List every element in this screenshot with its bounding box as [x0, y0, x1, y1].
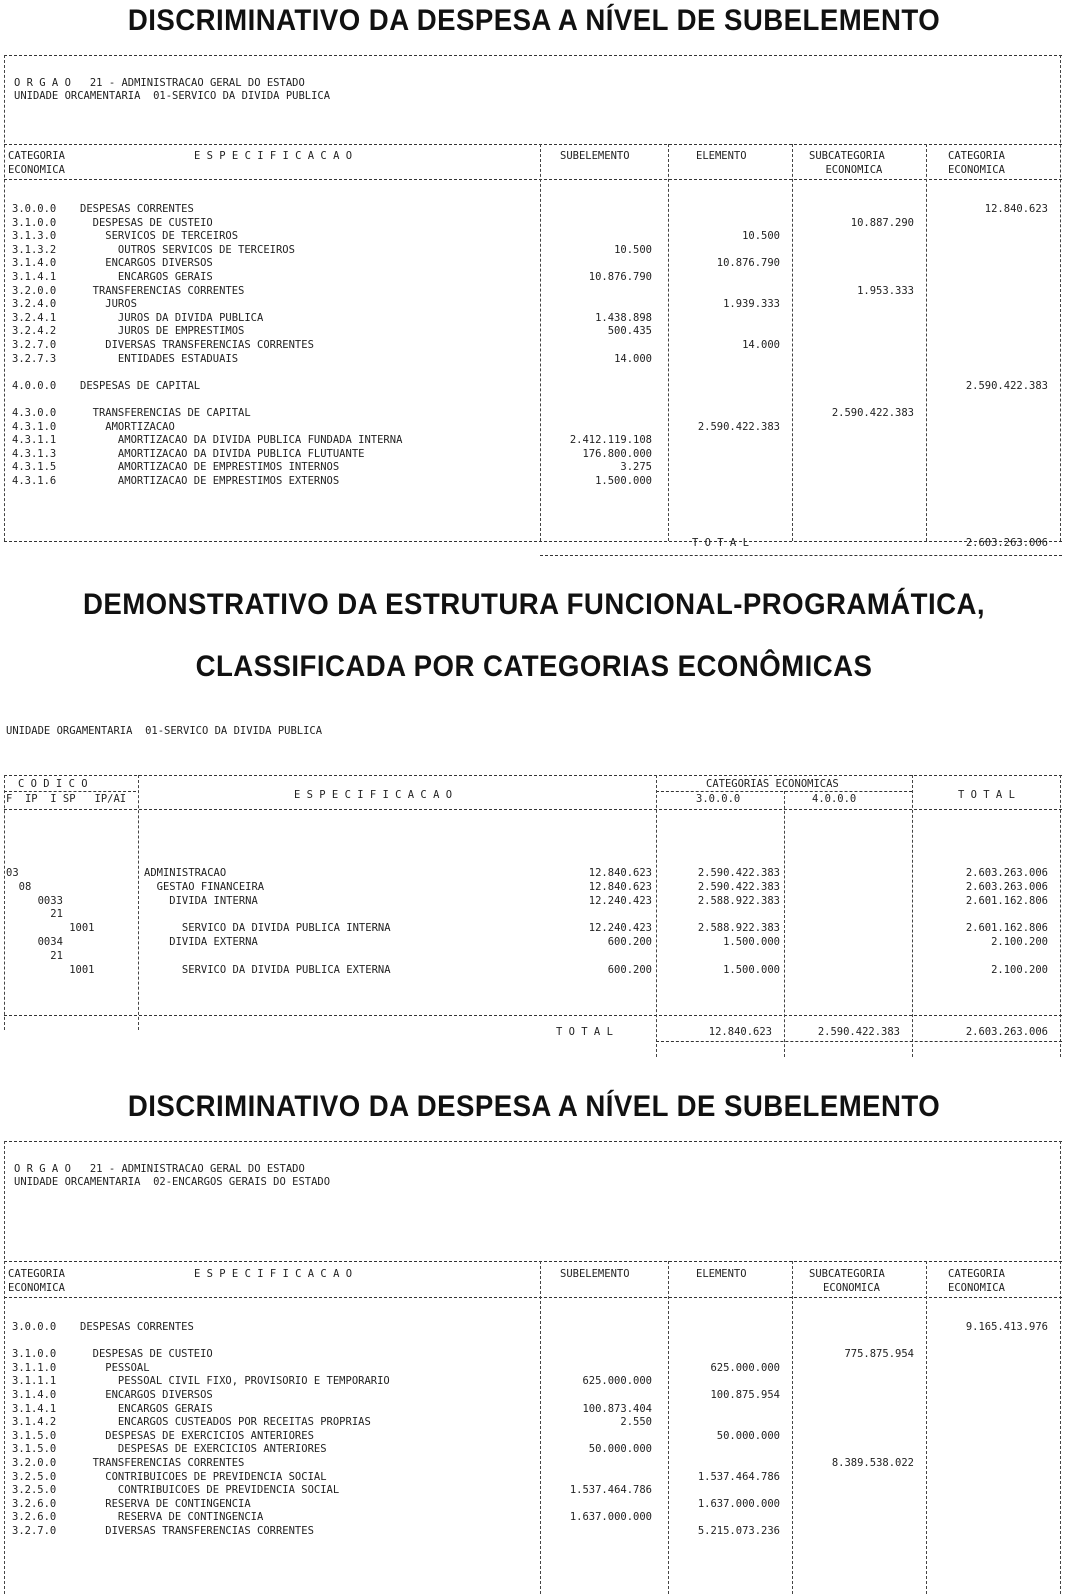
header-categoria-3: CATEGORIA ECONOMICA — [8, 1268, 65, 1294]
row-especificacao: TRANSFERENCIAS CORRENTES — [80, 284, 245, 297]
row-code: 4.3.1.3 — [12, 447, 57, 460]
table-row — [4, 298, 1062, 311]
row-subelemento: 10.500 — [614, 243, 652, 256]
table-row — [4, 1525, 1062, 1538]
row-especificacao: DIVIDA INTERNA — [144, 894, 258, 907]
row-elemento: 10.876.790 — [716, 257, 780, 270]
row-code: 4.3.0.0 — [12, 407, 57, 419]
row-code: 3.2.6.0 — [12, 1511, 57, 1524]
orgao-line-3: O R G A O 21 - ADMINISTRACAO GERAL DO ESTADO — [14, 1163, 305, 1175]
header-elemento-3: ELEMENTO — [696, 1268, 747, 1280]
row-subelemento: 100.873.404 — [582, 1402, 652, 1415]
row-codigo: 08 — [6, 880, 32, 893]
orgao-line: O R G A O 21 - ADMINISTRACAO GERAL DO ESTADO — [14, 77, 305, 89]
table-row — [4, 380, 1062, 393]
table-row — [4, 421, 1062, 434]
table-row — [4, 1348, 1062, 1361]
table-row — [4, 1484, 1062, 1497]
row-code: 3.2.7.0 — [12, 1525, 57, 1537]
section2-title-line2: CLASSIFICADA POR CATEGORIAS ECONÔMICAS — [195, 650, 873, 683]
header-subcategoria: SUBCATEGORIA ECONOMICA — [809, 150, 885, 176]
table-row — [4, 1511, 1062, 1524]
row-especificacao: ENCARGOS CUSTEADOS POR RECEITAS PROPRIAS — [80, 1416, 371, 1429]
table-row — [4, 244, 1062, 257]
section2-total-c3: 12.840.623 — [708, 1026, 772, 1038]
row-total: 2.100.200 — [991, 963, 1048, 976]
row-cat-4000: 2.588.922.383 — [697, 922, 780, 935]
header-especificacao: E S P E C I F I C A C A O — [194, 150, 353, 162]
table-row — [4, 908, 1062, 921]
row-especificacao: JUROS DE EMPRESTIMOS — [80, 325, 245, 338]
row-elemento: 1.537.464.786 — [697, 1470, 780, 1483]
row-categoria: 2.590.422.383 — [965, 379, 1048, 392]
row-cat-3000: 12.240.423 — [588, 894, 652, 907]
row-code: 3.2.5.0 — [12, 1470, 57, 1483]
row-subelemento: 1.537.464.786 — [569, 1484, 652, 1497]
table-row — [4, 257, 1062, 270]
table-row — [4, 434, 1062, 447]
row-especificacao: ENCARGOS DIVERSOS — [80, 1389, 213, 1401]
table-row — [4, 950, 1062, 963]
row-cat-4000: 1.500.000 — [723, 963, 780, 976]
row-subcategoria: 775.875.954 — [844, 1348, 914, 1361]
row-code: 3.1.4.0 — [12, 1389, 57, 1401]
table-row — [4, 475, 1062, 488]
header-especificacao-2: E S P E C I F I C A C A O — [294, 789, 453, 801]
row-especificacao: RESERVA DE CONTINGENCIA — [80, 1511, 264, 1524]
section2-total-label: T O T A L — [556, 1026, 613, 1038]
row-code: 3.1.3.0 — [12, 230, 57, 243]
row-code: 3.1.1.0 — [12, 1361, 57, 1374]
row-elemento: 14.000 — [742, 339, 780, 351]
header-cat-4000: 4.0.0.0 — [812, 793, 857, 805]
row-codigo: 03 — [6, 867, 19, 879]
header-especificacao-3: E S P E C I F I C A C A O — [194, 1268, 353, 1280]
table-row — [4, 339, 1062, 352]
table-row — [4, 964, 1062, 977]
header-total: T O T A L — [958, 789, 1015, 801]
header-elemento: ELEMENTO — [696, 150, 747, 162]
table-row — [4, 448, 1062, 461]
row-especificacao: SERVICOS DE TERCEIROS — [80, 230, 239, 243]
row-subelemento: 3.275 — [620, 461, 652, 474]
row-elemento: 5.215.073.236 — [697, 1525, 780, 1537]
row-subelemento: 1.500.000 — [595, 475, 652, 487]
row-especificacao: AMORTIZACAO DE EMPRESTIMOS EXTERNOS — [80, 475, 340, 487]
row-especificacao: JUROS DA DIVIDA PUBLICA — [80, 311, 264, 324]
row-code: 3.2.4.0 — [12, 298, 57, 311]
table-row — [4, 1430, 1062, 1443]
row-cat-3000: 12.840.623 — [588, 880, 652, 893]
section2-total-total: 2.603.263.006 — [965, 1026, 1048, 1038]
row-code: 3.1.4.1 — [12, 1402, 57, 1415]
header-codigo-sub: F IP I SP IP/AI — [6, 793, 127, 805]
row-cat-4000: 1.500.000 — [723, 936, 780, 948]
row-total: 2.603.263.006 — [965, 880, 1048, 893]
section2-table — [4, 775, 1062, 1065]
row-cat-3000: 12.240.423 — [588, 922, 652, 935]
row-code: 3.2.7.0 — [12, 339, 57, 351]
table-row — [4, 1498, 1062, 1511]
table-row — [4, 936, 1062, 949]
table-row — [4, 1321, 1062, 1334]
row-code: 3.0.0.0 — [12, 1321, 57, 1333]
header-categoria: CATEGORIA ECONOMICA — [8, 150, 65, 176]
row-especificacao: TRANSFERENCIAS DE CAPITAL — [80, 407, 251, 419]
row-cat-3000: 600.200 — [607, 963, 652, 976]
row-code: 3.2.0.0 — [12, 1457, 57, 1469]
row-elemento: 50.000.000 — [716, 1429, 780, 1442]
row-especificacao: DESPESAS DE CUSTEIO — [80, 1348, 213, 1361]
row-code: 3.1.0.0 — [12, 216, 57, 229]
row-especificacao: GESTAO FINANCEIRA — [144, 880, 265, 893]
row-total: 2.603.263.006 — [965, 867, 1048, 879]
table-row — [4, 230, 1062, 243]
row-especificacao: DESPESAS CORRENTES — [80, 203, 194, 215]
row-code: 4.0.0.0 — [12, 379, 57, 392]
table-row — [4, 407, 1062, 420]
row-subcategoria: 10.887.290 — [850, 216, 914, 229]
row-categoria: 12.840.623 — [984, 203, 1048, 215]
table-row — [4, 285, 1062, 298]
table-row — [4, 271, 1062, 284]
row-code: 4.3.1.6 — [12, 475, 57, 487]
row-especificacao: JUROS — [80, 298, 137, 311]
row-especificacao: AMORTIZACAO DA DIVIDA PUBLICA FLUTUANTE — [80, 447, 365, 460]
section1-title: DISCRIMINATIVO DA DESPESA A NÍVEL DE SUBELEMENTO — [127, 4, 941, 37]
row-especificacao: AMORTIZACAO DE EMPRESTIMOS INTERNOS — [80, 461, 340, 474]
row-elemento: 1.939.333 — [723, 298, 780, 311]
row-subelemento: 2.412.119.108 — [569, 434, 652, 447]
row-especificacao: SERVICO DA DIVIDA PUBLICA INTERNA — [144, 922, 391, 935]
table-row — [4, 312, 1062, 325]
header-subelemento-3: SUBELEMENTO — [560, 1268, 630, 1280]
row-code: 3.1.0.0 — [12, 1348, 57, 1361]
header-cat-3000: 3.0.0.0 — [696, 793, 741, 805]
row-especificacao: ENCARGOS DIVERSOS — [80, 257, 213, 270]
table-row — [4, 1457, 1062, 1470]
section2-total-c4: 2.590.422.383 — [817, 1026, 900, 1038]
header-subcategoria-3: SUBCATEGORIA ECONOMICA — [809, 1268, 885, 1294]
row-especificacao: ADMINISTRACAO — [144, 867, 227, 879]
table-row — [4, 461, 1062, 474]
row-code: 3.2.0.0 — [12, 284, 57, 297]
row-especificacao: CONTRIBUICOES DE PREVIDENCIA SOCIAL — [80, 1484, 340, 1497]
row-especificacao: DIVERSAS TRANSFERENCIAS CORRENTES — [80, 339, 314, 351]
row-cat-3000: 12.840.623 — [588, 867, 652, 879]
table-row — [4, 366, 1062, 379]
header-categorias-economicas: CATEGORIAS ECONOMICAS — [706, 778, 839, 790]
table-row — [4, 1362, 1062, 1375]
row-code: 4.3.1.0 — [12, 420, 57, 433]
table-row — [4, 1335, 1062, 1348]
row-categoria: 9.165.413.976 — [965, 1321, 1048, 1333]
row-code: 3.1.4.0 — [12, 257, 57, 270]
row-elemento: 2.590.422.383 — [697, 420, 780, 433]
row-elemento: 100.875.954 — [710, 1389, 780, 1401]
row-especificacao: SERVICO DA DIVIDA PUBLICA EXTERNA — [144, 963, 391, 976]
row-code: 3.1.5.0 — [12, 1429, 57, 1442]
row-subelemento: 1.438.898 — [595, 311, 652, 324]
row-elemento: 1.637.000.000 — [697, 1497, 780, 1510]
row-especificacao: ENCARGOS GERAIS — [80, 271, 213, 283]
table-row — [4, 203, 1062, 216]
row-subelemento: 625.000.000 — [582, 1375, 652, 1388]
row-code: 3.2.6.0 — [12, 1497, 57, 1510]
table-row — [4, 867, 1062, 880]
row-codigo: 21 — [6, 949, 63, 962]
row-especificacao: AMORTIZACAO DA DIVIDA PUBLICA FUNDADA INTERNA — [80, 434, 403, 447]
row-especificacao: TRANSFERENCIAS CORRENTES — [80, 1457, 245, 1469]
row-subelemento: 10.876.790 — [588, 271, 652, 283]
row-codigo: 0034 — [6, 936, 63, 948]
row-especificacao: CONTRIBUICOES DE PREVIDENCIA SOCIAL — [80, 1470, 327, 1483]
row-subelemento: 2.550 — [620, 1416, 652, 1429]
row-code: 3.1.3.2 — [12, 243, 57, 256]
row-subelemento: 176.800.000 — [582, 447, 652, 460]
table-row — [4, 881, 1062, 894]
row-total: 2.100.200 — [991, 936, 1048, 948]
row-code: 3.1.1.1 — [12, 1375, 57, 1388]
row-codigo: 1001 — [6, 922, 95, 935]
row-total: 2.601.162.806 — [965, 922, 1048, 935]
section3-title: DISCRIMINATIVO DA DESPESA A NÍVEL DE SUBELEMENTO — [127, 1090, 941, 1123]
section2-title-line1: DEMONSTRATIVO DA ESTRUTURA FUNCIONAL-PROGRAMÁTICA, — [82, 588, 986, 621]
row-especificacao: RESERVA DE CONTINGENCIA — [80, 1497, 251, 1510]
section1-total-value: 2.603.263.006 — [965, 537, 1048, 549]
row-code: 3.1.5.0 — [12, 1443, 57, 1456]
row-especificacao: PESSOAL — [80, 1361, 150, 1374]
row-subelemento: 1.637.000.000 — [569, 1511, 652, 1524]
row-codigo: 0033 — [6, 894, 63, 907]
row-subelemento: 14.000 — [614, 352, 652, 365]
row-code: 3.2.4.2 — [12, 325, 57, 338]
table-row — [4, 1471, 1062, 1484]
unidade-line-3: UNIDADE ORCAMENTARIA 02-ENCARGOS GERAIS DO ESTADO — [14, 1176, 331, 1188]
row-total: 2.601.162.806 — [965, 894, 1048, 907]
row-cat-4000: 2.590.422.383 — [697, 880, 780, 893]
row-especificacao: AMORTIZACAO — [80, 420, 175, 433]
row-especificacao: DESPESAS DE CAPITAL — [80, 379, 201, 392]
row-especificacao: DESPESAS DE EXERCICIOS ANTERIORES — [80, 1429, 314, 1442]
row-cat-4000: 2.588.922.383 — [697, 894, 780, 907]
table-row — [4, 1443, 1062, 1456]
table-row — [4, 922, 1062, 935]
row-cat-3000: 600.200 — [607, 936, 652, 948]
row-especificacao: DESPESAS DE EXERCICIOS ANTERIORES — [80, 1443, 327, 1456]
row-especificacao: DIVIDA EXTERNA — [144, 936, 258, 948]
header-categoria-economica: CATEGORIA ECONOMICA — [948, 150, 1005, 176]
row-subelemento: 50.000.000 — [588, 1443, 652, 1456]
row-code: 4.3.1.1 — [12, 434, 57, 447]
row-subcategoria: 2.590.422.383 — [831, 407, 914, 419]
row-especificacao: DESPESAS CORRENTES — [80, 1321, 194, 1333]
row-especificacao: DIVERSAS TRANSFERENCIAS CORRENTES — [80, 1525, 314, 1537]
row-cat-4000: 2.590.422.383 — [697, 867, 780, 879]
row-code: 3.2.7.3 — [12, 352, 57, 365]
header-categoria-economica-3: CATEGORIA ECONOMICA — [948, 1268, 1005, 1294]
row-especificacao: ENTIDADES ESTADUAIS — [80, 352, 239, 365]
table-row — [4, 1416, 1062, 1429]
table-row — [4, 353, 1062, 366]
row-elemento: 10.500 — [742, 230, 780, 243]
section3-table — [4, 1141, 1062, 1594]
row-code: 3.2.4.1 — [12, 311, 57, 324]
row-code: 3.1.4.1 — [12, 271, 57, 283]
row-subelemento: 500.435 — [607, 325, 652, 338]
table-row — [4, 1375, 1062, 1388]
row-especificacao: DESPESAS DE CUSTEIO — [80, 216, 213, 229]
table-row — [4, 895, 1062, 908]
unidade-line: UNIDADE ORCAMENTARIA 01-SERVICO DA DIVIDA PUBLICA — [14, 90, 331, 102]
section1-total-label: T O T A L — [692, 537, 749, 549]
header-codigo: C O D I C O — [18, 778, 88, 790]
row-especificacao: PESSOAL CIVIL FIXO, PROVISORIO E TEMPORARIO — [80, 1375, 390, 1388]
table-row — [4, 217, 1062, 230]
table-row — [4, 1389, 1062, 1402]
row-subcategoria: 8.389.538.022 — [831, 1457, 914, 1469]
table-row — [4, 1403, 1062, 1416]
row-elemento: 625.000.000 — [710, 1361, 780, 1374]
row-subcategoria: 1.953.333 — [857, 284, 914, 297]
table-row — [4, 325, 1062, 338]
header-subelemento: SUBELEMENTO — [560, 150, 630, 162]
row-code: 3.0.0.0 — [12, 203, 57, 215]
row-code: 3.1.4.2 — [12, 1416, 57, 1429]
row-codigo: 1001 — [6, 963, 95, 976]
row-code: 4.3.1.5 — [12, 461, 57, 474]
section2-unidade: UNIDADE ORGAMENTARIA 01-SERVICO DA DIVIDA PUBLICA — [6, 725, 323, 737]
row-code: 3.2.5.0 — [12, 1484, 57, 1497]
row-especificacao: ENCARGOS GERAIS — [80, 1402, 213, 1415]
row-especificacao: OUTROS SERVICOS DE TERCEIROS — [80, 243, 295, 256]
table-row — [4, 393, 1062, 406]
row-codigo: 21 — [6, 908, 63, 921]
section1-table — [4, 55, 1062, 567]
